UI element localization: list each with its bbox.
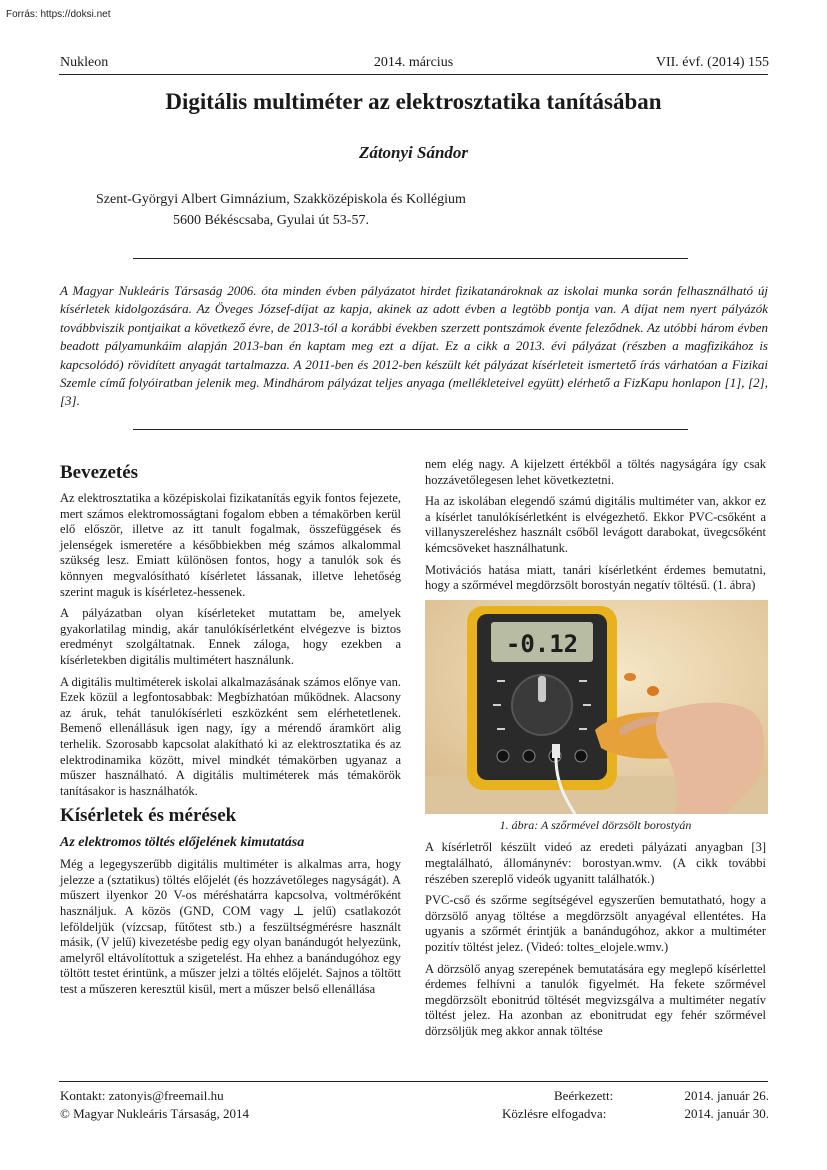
subsection-title: Az elektromos töltés előjelének kimutatása [60,835,305,851]
section-title-experiments: Kísérletek és mérések [60,805,237,827]
figure-multimeter-photo [425,600,768,814]
issue-date: 2014. március [373,55,454,70]
jack-terminal [575,750,587,762]
journal-name: Nukleon [60,55,109,70]
figure-caption: 1. ábra: A szőrmével dörzsölt borostyán [499,817,692,832]
paragraph: Ha az iskolában elegendő számú digitális multiméter van, akkor ez a kísérlet tanulókísérletként is elvégezhető. Ekkor PVC-csőként a villanyszereléshez használt csőből levágott darabokat, üvegcsőként kémcsöveket használhatunk. [425,494,766,555]
copyright-notice: © Magyar Nukleáris Társaság, 2014 [60,1106,250,1121]
lcd-reading: -0.12 [505,629,579,658]
banana-plug [552,744,560,758]
footer-rule [59,1081,768,1082]
abstract: A Magyar Nukleáris Társaság 2006. óta minden évben pályázatot hirdet fizikatanároknak az iskolai munka során felhasználható új kísérletek kidolgozására. Az Öveges József-díjat az kapja, akinek az adott évben a legtöbb pontja van. A díjat nem nyert pályázók továbbviszik pontjaikat a következő évre, de 2013-tól a korábbi években szerzett pontszámok évente feleződnek. Az utóbbi három évben beadott pályamunkáim alapján 2013-ban én kaptam meg ezt a díjat. Ez a cikk a 2013. évi pályázat (részben a magfizikához is kapcsolódó) rövidített anyagát tartalmazza. A 2011-ben és 2012-ben készült két pályázat kísérleteit ismertető írás várhatóan a Fizikai Szemle című folyóiratban jelenik meg. Mindhárom pályázat teljes anyaga (mellékleteivel együtt) elérhető a FizKapu honlapon [1], [2], [3]. [60,283,768,409]
source-label[interactable]: Forrás: https://doksi.net [6,9,111,20]
jack-terminal [497,750,509,762]
header-rule [59,74,768,75]
paragraph: Még a legegyszerűbb digitális multiméter is alkalmas arra, hogy jelezze a (sztatikus) töltés előjelét (és hozzávetőleges nagyságát). A műszert ilyenkor 20 V-os méréshatárra kapcsolva, voltmérőként használjuk. A közös (GND, COM vagy ⊥ jelű) csatlakozót leföldeljük (vízcsap, fűtőtest stb.) a feszültségmérésre használt másik, (V jelű) kivezetésbe pedig egy olyan banándugót helyezünk, amelyről eltávolítottuk a szigetelést. Ha ehhez a banándugóhoz egy töltött testet érintünk, a műszer jelzi a töltés előjelét. Sajnos a töltött test a műszeren keresztül kisül, mert a műszer belső ellenállása [60,857,401,997]
volume-page: VII. évf. (2014) 155 [655,55,769,70]
paragraph: A kísérletről készült videó az eredeti pályázati anyagban [3] megtalálható, állománynév: borostyan.wmv. (A cikk további részében szereplő videók ugyanitt találhatók.) [425,840,766,886]
jack-terminal [523,750,535,762]
paragraph: nem elég nagy. A kijelzett értékből a töltés nagyságára így csak hozzávetőlegesen lehet következtetni. [425,457,766,487]
received-label: Beérkezett: [554,1088,614,1103]
article-author: Zátonyi Sándor [358,143,469,162]
section-title-introduction: Bevezetés [60,462,139,483]
paragraph: Motivációs hatása miatt, tanári kísérletként érdemes bemutatni, hogy a szőrmével megdörzsölt borostyán negatív töltésű. (1. ábra) [425,562,766,593]
paragraph: A pályázatban olyan kísérleteket mutattam be, amelyek gyakorlatilag mindig, akár tanulókísérletként elvégezve is biztos eredményt szolgáltatnak. Ennek záloga, hogy ezekben a kísérletekben digitális multimétert használunk. [60,606,401,667]
amber-fragment [647,686,659,696]
abstract-rule-top [133,258,688,259]
amber-fragment [624,673,636,681]
affiliation-address: 5600 Békéscsaba, Gyulai út 53-57. [173,213,369,228]
paragraph: PVC-cső és szőrme segítségével egyszerűen bemutatható, hogy a dörzsölő anyag töltése a megdörzsölt anyagéval ellentétes. Ha ugyanis a szőrmét érintjük a banándugóhoz, akkor a multiméter pozitív töltést jelez. (Videó: toltes_elojele.wmv.) [425,893,766,954]
affiliation-institution: Szent-Györgyi Albert Gimnázium, Szakközépiskola és Kollégium [96,192,466,207]
left-column [60,458,401,1004]
right-column [425,457,766,1045]
article-title: Digitális multiméter az elektrosztatika tanításában [165,89,662,114]
received-date: 2014. január 26. [684,1088,769,1103]
accepted-label: Közlésre elfogadva: [502,1106,607,1121]
paragraph: A dörzsölő anyag szerepének bemutatására egy meglepő kísérlettel érdemes felhívni a tanulók figyelmét. Ha fekete szőrmével megdörzsölt ebonitrúd töltését megvizsgálva a multiméter negatív töltést jelez. Ha azonban az ebonitrudat egy fehér szőrmével dörzsöljük meg akkor annak töltése [425,961,766,1038]
abstract-rule-bottom [133,429,688,430]
dial-pointer [538,676,546,702]
paragraph: Az elektrosztatika a középiskolai fizikatanítás egyik fontos fejezete, mert számos elektromosságtani fogalom ebben a témakörben kerül elő először, illetve az itt tanult fogalmak, összefüggések és jelenségek ismeretére a későbbiekben még számos alkalommal szükség lesz. Emiatt különösen fontos, hogy a tanulók sok és könnyen megvalósítható kísérletet lássanak, illetve lehetőség szerint maguk is kísérletez-hessenek. [60,491,401,599]
paragraph: A digitális multiméterek iskolai alkalmazásának számos előnye van. Ezek közül a legfontosabbak: Megbízhatóan működnek. Alacsony az áruk, tehát tanulókísérleti eszközként sem elérhetetlenek. Bemenő ellenállásuk igen nagy, így a mérendő áramkört alig terhelik. Szorosabb kapcsolat alakítható ki az elektrosztatika és az elektrodinamika között, mivel mindkét témakörben ugyanaz a műszer használható. A digitális multiméterek más témakörök tanításakor is használhatók. [60,674,401,798]
accepted-date: 2014. január 30. [684,1106,769,1121]
contact-email[interactable]: Kontakt: zatonyis@freemail.hu [60,1088,224,1103]
